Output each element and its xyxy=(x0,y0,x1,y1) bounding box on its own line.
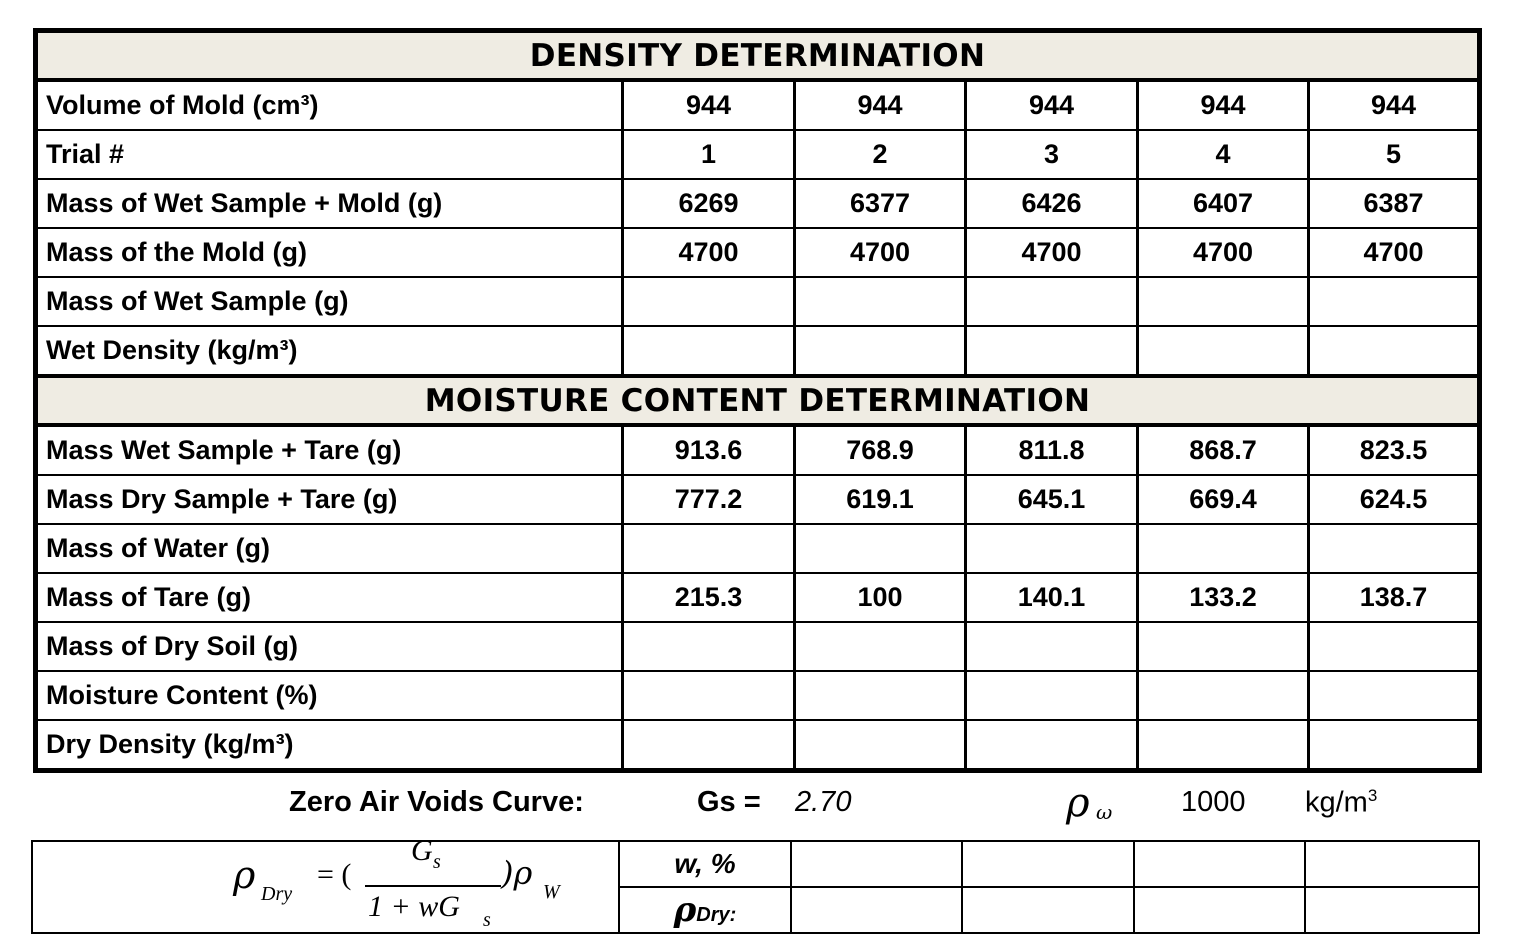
table-row xyxy=(36,573,1480,622)
trial-value-cell[interactable] xyxy=(1309,277,1480,326)
trial-value-cell: 645.1 xyxy=(966,475,1138,524)
trial-value-cell[interactable] xyxy=(795,622,966,671)
trial-value-cell[interactable] xyxy=(966,720,1138,771)
data-sheet-table xyxy=(33,28,1482,773)
row-label: Wet Density (kg/m³) xyxy=(36,326,623,376)
trial-value-cell: 3 xyxy=(966,130,1138,179)
w-percent-cell-3[interactable] xyxy=(1134,841,1305,887)
row-label: Moisture Content (%) xyxy=(36,671,623,720)
rho-dry-label xyxy=(619,887,791,933)
rho-water-value: 1000 xyxy=(1181,786,1246,818)
trial-value-cell: 215.3 xyxy=(623,573,795,622)
trial-value-cell[interactable] xyxy=(795,720,966,771)
trial-value-cell: 944 xyxy=(623,80,795,130)
trial-value-cell: 6407 xyxy=(1138,179,1309,228)
trial-value-cell[interactable] xyxy=(1309,326,1480,376)
trial-value-cell[interactable] xyxy=(1309,524,1480,573)
trial-value-cell[interactable] xyxy=(1138,671,1309,720)
trial-value-cell[interactable] xyxy=(1309,671,1480,720)
formula-denominator: 1 + wG xyxy=(368,890,460,923)
trial-value-cell: 913.6 xyxy=(623,425,795,475)
rho-dry-cell-4[interactable] xyxy=(1305,887,1479,933)
gs-value: 2.70 xyxy=(795,786,852,818)
trial-value-cell[interactable] xyxy=(1138,524,1309,573)
gs-label: Gs = xyxy=(697,786,761,818)
trial-value-cell: 944 xyxy=(795,80,966,130)
trial-value-cell: 944 xyxy=(1309,80,1480,130)
dry-density-formula-cell xyxy=(32,841,619,933)
formula-dry-subscript: Dry xyxy=(261,883,293,905)
table-row xyxy=(36,80,1480,130)
rho-water-subscript: ω xyxy=(1096,800,1113,824)
row-label: Mass of Dry Soil (g) xyxy=(36,622,623,671)
trial-value-cell[interactable] xyxy=(623,326,795,376)
trial-value-cell: 5 xyxy=(1309,130,1480,179)
w-percent-cell-4[interactable] xyxy=(1305,841,1479,887)
density-section-title: DENSITY DETERMINATION xyxy=(36,31,1480,81)
rho-water-unit xyxy=(1305,786,1377,820)
trial-value-cell[interactable] xyxy=(1138,622,1309,671)
trial-value-cell: 6269 xyxy=(623,179,795,228)
trial-value-cell[interactable] xyxy=(623,622,795,671)
trial-value-cell: 4700 xyxy=(623,228,795,277)
trial-value-cell: 944 xyxy=(966,80,1138,130)
trial-value-cell: 133.2 xyxy=(1138,573,1309,622)
rho-dry-cell-3[interactable] xyxy=(1134,887,1305,933)
rho-dry-cell-2[interactable] xyxy=(962,887,1134,933)
rho-water-symbol: ρ xyxy=(1066,780,1090,826)
trial-value-cell[interactable] xyxy=(966,622,1138,671)
trial-value-cell[interactable] xyxy=(966,524,1138,573)
row-label: Mass of Wet Sample + Mold (g) xyxy=(36,179,623,228)
trial-value-cell[interactable] xyxy=(966,277,1138,326)
formula-numerator: G xyxy=(411,842,433,867)
trial-value-cell: 4 xyxy=(1138,130,1309,179)
trial-value-cell: 811.8 xyxy=(966,425,1138,475)
unit-exponent: 3 xyxy=(1367,786,1378,805)
table-row xyxy=(36,130,1480,179)
trial-value-cell: 2 xyxy=(795,130,966,179)
zav-row-moisture xyxy=(32,841,1479,887)
table-row xyxy=(36,475,1480,524)
table-row xyxy=(36,720,1480,771)
trial-value-cell: 138.7 xyxy=(1309,573,1480,622)
w-percent-cell-2[interactable] xyxy=(962,841,1134,887)
trial-value-cell[interactable] xyxy=(795,277,966,326)
table-row xyxy=(36,425,1480,475)
table-row xyxy=(36,179,1480,228)
w-percent-label: w, % xyxy=(619,841,791,887)
row-label: Mass Wet Sample + Tare (g) xyxy=(36,425,623,475)
table-row xyxy=(36,326,1480,376)
trial-value-cell[interactable] xyxy=(1309,622,1480,671)
trial-value-cell: 6377 xyxy=(795,179,966,228)
density-section-title-row xyxy=(36,31,1480,81)
row-label: Volume of Mold (cm³) xyxy=(36,80,623,130)
trial-value-cell[interactable] xyxy=(623,277,795,326)
trial-value-cell[interactable] xyxy=(623,671,795,720)
trial-value-cell: 777.2 xyxy=(623,475,795,524)
row-label: Mass of Water (g) xyxy=(36,524,623,573)
row-label: Trial # xyxy=(36,130,623,179)
trial-value-cell[interactable] xyxy=(1138,326,1309,376)
unit-base: kg/m xyxy=(1305,786,1368,819)
trial-value-cell[interactable] xyxy=(623,720,795,771)
trial-value-cell: 944 xyxy=(1138,80,1309,130)
table-row xyxy=(36,622,1480,671)
trial-value-cell[interactable] xyxy=(795,524,966,573)
trial-value-cell: 619.1 xyxy=(795,475,966,524)
w-percent-cell-1[interactable] xyxy=(791,841,962,887)
trial-value-cell: 140.1 xyxy=(966,573,1138,622)
dry-density-formula xyxy=(33,842,619,934)
trial-value-cell: 100 xyxy=(795,573,966,622)
table-row xyxy=(36,277,1480,326)
trial-value-cell: 4700 xyxy=(966,228,1138,277)
trial-value-cell: 768.9 xyxy=(795,425,966,475)
formula-close-rho: )ρ xyxy=(501,854,533,892)
trial-value-cell: 4700 xyxy=(1309,228,1480,277)
trial-value-cell[interactable] xyxy=(623,524,795,573)
trial-value-cell: 4700 xyxy=(1138,228,1309,277)
zero-air-voids-table xyxy=(31,840,1480,934)
trial-value-cell: 6426 xyxy=(966,179,1138,228)
formula-denominator-sub: s xyxy=(483,909,491,931)
trial-value-cell: 6387 xyxy=(1309,179,1480,228)
formula-w-subscript: W xyxy=(543,881,560,903)
formula-numerator-sub: s xyxy=(433,851,441,873)
trial-value-cell[interactable] xyxy=(795,671,966,720)
trial-value-cell: 823.5 xyxy=(1309,425,1480,475)
table-row xyxy=(36,524,1480,573)
row-label: Mass of the Mold (g) xyxy=(36,228,623,277)
formula-equals: = ( xyxy=(317,858,352,891)
row-label: Dry Density (kg/m³) xyxy=(36,720,623,771)
trial-value-cell: 868.7 xyxy=(1138,425,1309,475)
trial-value-cell: 1 xyxy=(623,130,795,179)
trial-value-cell: 4700 xyxy=(795,228,966,277)
row-label: Mass of Wet Sample (g) xyxy=(36,277,623,326)
table-row xyxy=(36,228,1480,277)
trial-value-cell[interactable] xyxy=(1309,720,1480,771)
trial-value-cell: 669.4 xyxy=(1138,475,1309,524)
rho-dry-cell-1[interactable] xyxy=(791,887,962,933)
trial-value-cell[interactable] xyxy=(1138,720,1309,771)
trial-value-cell[interactable] xyxy=(966,326,1138,376)
moisture-section-title: MOISTURE CONTENT DETERMINATION xyxy=(36,376,1480,425)
row-label: Mass of Tare (g) xyxy=(36,573,623,622)
trial-value-cell: 624.5 xyxy=(1309,475,1480,524)
table-row xyxy=(36,671,1480,720)
trial-value-cell[interactable] xyxy=(795,326,966,376)
trial-value-cell[interactable] xyxy=(966,671,1138,720)
rho-dry-subscript: Dry: xyxy=(696,904,737,926)
row-label: Mass Dry Sample + Tare (g) xyxy=(36,475,623,524)
moisture-section-title-row xyxy=(36,376,1480,425)
rho-dry-symbol: ρ xyxy=(673,890,697,930)
formula-rho: ρ xyxy=(233,853,256,897)
trial-value-cell[interactable] xyxy=(1138,277,1309,326)
zero-air-voids-title: Zero Air Voids Curve: xyxy=(289,786,584,818)
